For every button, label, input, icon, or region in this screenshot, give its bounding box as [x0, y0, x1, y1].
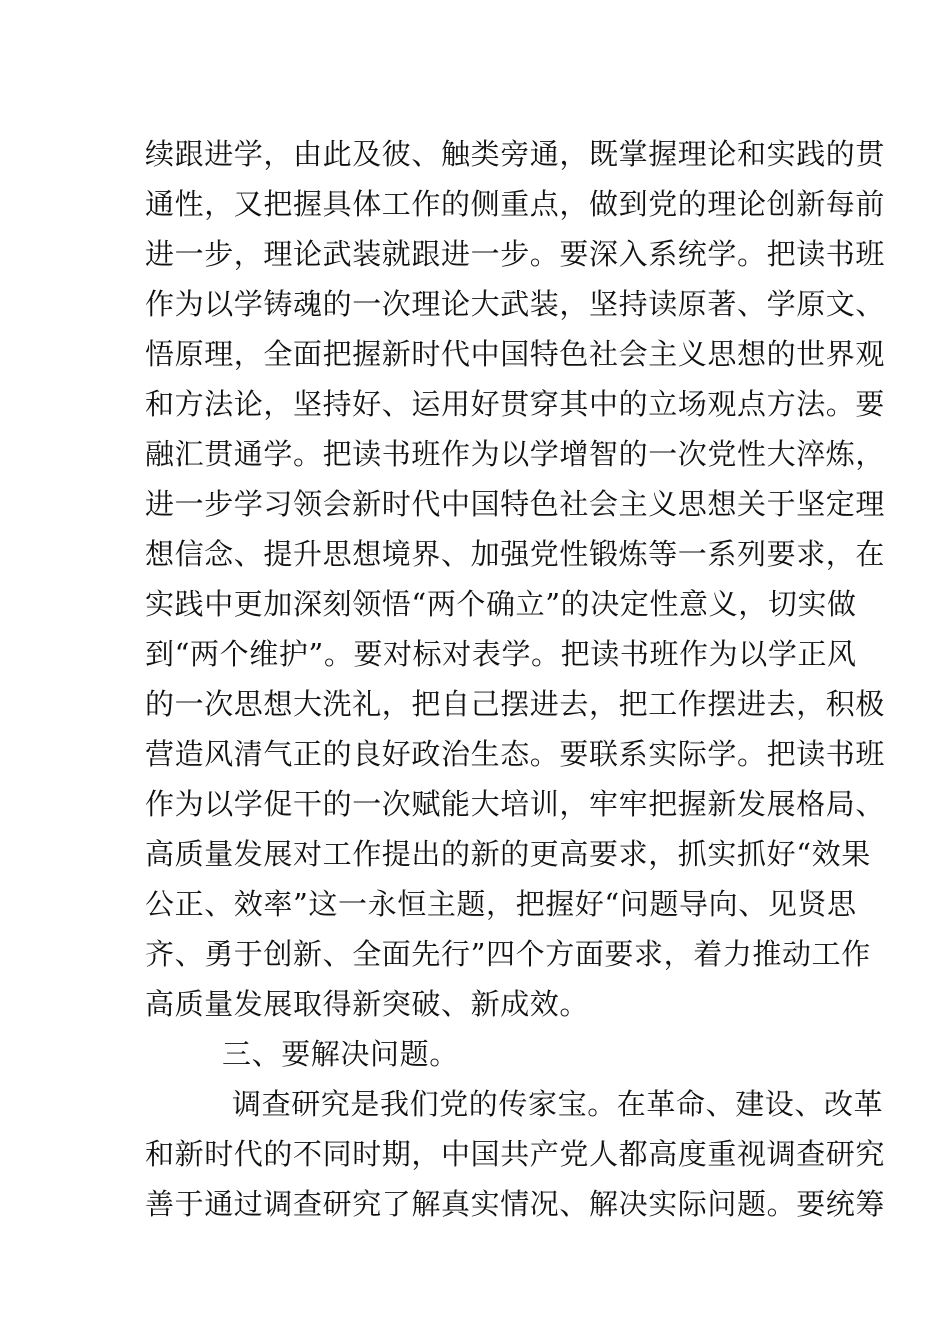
text-line: 和新时代的不同时期，中国共产党人都高度重视调查研究 — [145, 1137, 886, 1171]
text-line: 进一步，理论武装就跟进一步。要深入系统学。把读书班 — [145, 237, 886, 271]
text-line: 高质量发展取得新突破、新成效。 — [145, 987, 590, 1021]
text-line: 作为以学促干的一次赋能大培训，牢牢把握新发展格局、 — [145, 787, 886, 821]
text-line: 善于通过调查研究了解真实情况、解决实际问题。要统筹 — [145, 1187, 886, 1221]
section-heading: 三、要解决问题。 — [222, 1037, 459, 1071]
text-line: 实践中更加深刻领悟“两个确立”的决定性意义，切实做 — [145, 587, 857, 621]
text-line: 齐、勇于创新、全面先行”四个方面要求，着力推动工作 — [145, 937, 871, 971]
paragraph-first-line: 调查研究是我们党的传家宝。在革命、建设、改革 — [232, 1087, 884, 1121]
text-line: 想信念、提升思想境界、加强党性锻炼等一系列要求，在 — [145, 537, 886, 571]
text-line: 高质量发展对工作提出的新的更高要求，抓实抓好“效果 — [145, 837, 871, 871]
text-line: 融汇贯通学。把读书班作为以学增智的一次党性大淬炼， — [145, 437, 886, 471]
text-line: 营造风清气正的良好政治生态。要联系实际学。把读书班 — [145, 737, 886, 771]
text-line: 通性，又把握具体工作的侧重点，做到党的理论创新每前 — [145, 187, 886, 221]
text-line: 和方法论，坚持好、运用好贯穿其中的立场观点方法。要 — [145, 387, 886, 421]
text-line: 进一步学习领会新时代中国特色社会主义思想关于坚定理 — [145, 487, 886, 521]
text-line: 续跟进学，由此及彼、触类旁通，既掌握理论和实践的贯 — [145, 137, 886, 171]
text-line: 悟原理，全面把握新时代中国特色社会主义思想的世界观 — [145, 337, 886, 371]
text-line: 到“两个维护”。要对标对表学。把读书班作为以学正风 — [145, 637, 857, 671]
text-line: 公正、效率”这一永恒主题，把握好“问题导向、见贤思 — [145, 887, 857, 921]
text-line: 作为以学铸魂的一次理论大武装，坚持读原著、学原文、 — [145, 287, 886, 321]
text-line: 的一次思想大洗礼，把自己摆进去，把工作摆进去，积极 — [145, 687, 886, 721]
